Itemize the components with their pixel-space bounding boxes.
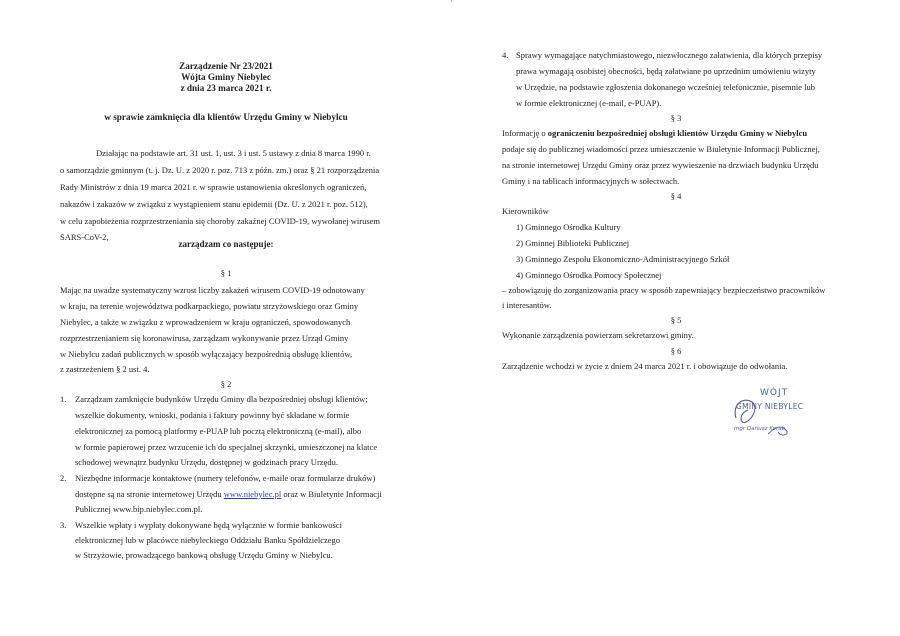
decree-date: z dnia 23 marca 2021 r. — [180, 83, 272, 93]
section-1-title: § 1 — [220, 268, 232, 278]
section-1-line: w kraju, na terenie województwa podkarpackiego, powiatu strzyżowskiego oraz Gminy — [60, 301, 359, 311]
section-2-item-4-line: prawa wymagają osobistej obecności, będą załatwiane po uprzednim umówieniu wizyty — [516, 66, 816, 76]
section-5-title: § 5 — [670, 315, 682, 325]
preamble-line: Działając na podstawie art. 31 ust. 1, ust. 3 i ust. 5 ustawy z dnia 8 marca 1990 r. — [96, 148, 371, 158]
section-3-line: podaje się do publicznej wiadomości przez umieszczenie w Biuletynie Informacji Publicznej, — [502, 144, 820, 154]
section-1-line: Niebylec, a także w związku z wprowadzeniem w kraju ograniczeń, spowodowanych — [60, 317, 351, 327]
section-4-intro: Kierowników — [502, 206, 549, 216]
section-3-line — [502, 128, 807, 139]
section-2-item-1-line: elektronicznej za pomocą platformy e-PUAP lub pocztą elektroniczną (e-mail), albo — [75, 426, 362, 436]
section-1-line: w Niebylcu zadań publicznych w sposób wyłączający bezpośrednią obsługę klientów, — [60, 349, 353, 359]
section-2-item-2-line: Publicznej www.bip.niebylec.com.pl. — [75, 504, 203, 514]
section-2-item-3-line: w Strzyżowie, prowadzącego bankową obsługę Urzędu Gminy w Niebylcu. — [75, 550, 333, 560]
website-link[interactable]: www.niebylec.pl — [223, 489, 282, 499]
section-2-item-1-line: wszelkie dokumenty, wnioski, podania i faktury powinny być składane w formie — [75, 410, 350, 420]
section-6-title: § 6 — [670, 346, 682, 356]
section-3-line: na stronie internetowej Urzędu Gminy oraz przez wywieszenie na drzwiach budynku Urzędu — [502, 160, 819, 170]
section-4-list-item: 1) Gminnego Ośrodka Kultury — [516, 222, 621, 232]
section-3-intro: Informację o — [502, 128, 546, 138]
preamble-line: o samorządzie gminnym (t. j. Dz. U. z 2020 r. poz. 713 z późn. zm.) oraz § 21 rozporządzenia — [60, 165, 380, 175]
section-1-line: rozprzestrzenianiem się koronawirusa, zarządzam wykonywanie przez Urząd Gminy — [60, 333, 349, 343]
decree-subject: w sprawie zamknięcia dla klientów Urzędu Gminy w Niebylcu — [104, 112, 348, 122]
decree-statement: zarządzam co następuje: — [178, 239, 274, 249]
section-1-line: z zastrzeżeniem § 2 ust. 4. — [60, 364, 150, 374]
section-2-title: § 2 — [220, 379, 232, 389]
list-number: 3. — [60, 520, 67, 530]
official-stamp — [728, 384, 828, 444]
section-4-tail: – zobowiązuję do zorganizowania pracy w sposób zapewniający bezpieczeństwo pracowników — [502, 285, 826, 295]
section-3-title: § 3 — [670, 113, 682, 123]
section-2-item-4-line: Sprawy wymagające natychmiastowego, niezwłocznego załatwienia, dla których przepisy — [516, 50, 823, 60]
item-2-text-before-link: dostępne są na stronie internetowej Urzędu — [75, 489, 222, 499]
section-6-text: Zarządzenie wchodzi w życie z dniem 24 marca 2021 r. i obowiązuje do odwołania. — [502, 361, 788, 371]
section-4-tail: i interesantów. — [502, 300, 552, 310]
section-2-item-4-line: w Urzędzie, na podstawie zgłoszenia dokonanego wcześniej telefonicznie, pisemnie lub — [516, 82, 816, 92]
decree-issuer: Wójta Gminy Niebylec — [181, 72, 271, 82]
section-1-line: Mając na uwadze systematyczny wzrost liczby zakażeń wirusem COVID-19 odnotowany — [60, 285, 365, 295]
item-2-text-after-link: oraz w Biuletynie Informacji — [283, 489, 382, 499]
section-2-item-1-line: Zarządzam zamknięcie budynków Urzędu Gminy dla bezpośredniej obsługi klientów; — [75, 394, 368, 404]
section-4-list-item: 2) Gminnej Biblioteki Publicznej — [516, 238, 630, 248]
section-5-text: Wykonanie zarządzenia powierzam sekretarzowi gminy. — [502, 330, 694, 340]
preamble-line: SARS-CoV-2, — [60, 232, 109, 242]
list-number: 4. — [502, 50, 509, 60]
decree-number: Zarządzenie Nr 23/2021 — [179, 61, 273, 71]
section-2-item-3-line: Wszelkie wpłaty i wypłaty dokonywane będą wyłącznie w formie bankowości — [75, 520, 342, 530]
list-number: 1. — [60, 394, 67, 404]
preamble-line: w celu zapobieżenia rozprzestrzeniania się choroby zakaźnej COVID-19, wywołanej wirusem — [60, 216, 381, 226]
list-number: 2. — [60, 473, 67, 483]
stamp-office: GMINY NIEBYLEC — [736, 402, 804, 411]
section-4-list-item: 4) Gminnego Ośrodka Pomocy Społecznej — [516, 270, 662, 280]
section-4-title: § 4 — [670, 191, 682, 201]
section-2-item-1-line: w formie papierowej przez wrzucenie ich do specjalnej skrzynki, umieszczonej na klatce — [75, 442, 378, 452]
section-3-bold-phrase: ograniczeniu bezpośredniej obsługi klientów Urzędu Gminy w Niebylcu — [547, 128, 808, 138]
section-2-item-2-line — [75, 489, 382, 500]
section-2-item-4-line: w formie elektronicznej (e-mail, e-PUAP). — [516, 98, 662, 108]
preamble-line: nakazów i zakazów w związku z wystąpieniem stanu epidemii (Dz. U. z 2021 r. poz. 512), — [60, 199, 368, 209]
page-divider — [451, 0, 452, 2]
signature-name: mgr Dariusz Korab — [734, 426, 786, 432]
section-4-list-item: 3) Gminnego Zespołu Ekonomiczno-Administracyjnego Szkół — [516, 254, 730, 264]
section-3-line: Gminy i na tablicach informacyjnych w sołectwach. — [502, 176, 680, 186]
preamble-line: Rady Ministrów z dnia 19 marca 2021 r. w sprawie ustanowienia określonych ograniczeń, — [60, 182, 367, 192]
section-2-item-2-line: Niezbędne informacje kontaktowe (numery telefonów, e-maile oraz formularze druków) — [75, 473, 376, 483]
section-2-item-1-line: schodowej wewnątrz budynku Urzędu, dostępnej w godzinach pracy Urzędu. — [75, 457, 338, 467]
section-2-item-3-line: elektronicznej lub w placówce niebyleckiego Oddziału Banku Spółdzielczego — [75, 535, 341, 545]
stamp-title: WÓJT — [760, 388, 789, 398]
